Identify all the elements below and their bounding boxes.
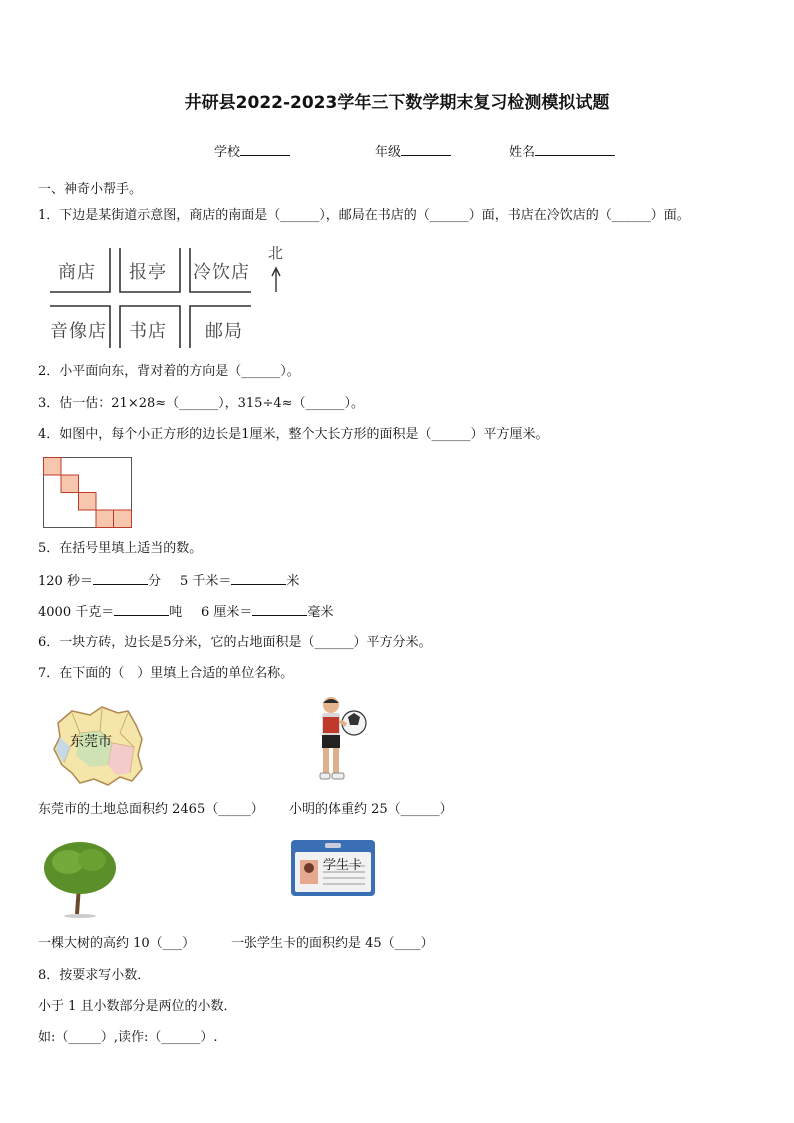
city-map-label: 东莞市 (70, 734, 112, 750)
name-blank[interactable] (535, 142, 615, 156)
q5-unit-4: 毫米 (307, 605, 334, 620)
question-8a: 小于 1 且小数部分是两位的小数． (38, 999, 237, 1014)
question-1: 1．下边是某街道示意图，商店的南面是（______），邮局在书店的（______）面，书店在冷饮店的（______）面。 (38, 208, 690, 223)
map-label-kiosk: 报亭 (129, 262, 167, 283)
q5-blank-2[interactable] (231, 571, 286, 585)
question-5: 5．在括号里填上适当的数。 (38, 541, 203, 556)
page-title: 井研县2022-2023学年三下数学期末复习检测模拟试题 (184, 93, 610, 113)
q5-row-2b (201, 602, 333, 622)
q5-item-3: 4000 千克＝ (38, 605, 115, 620)
student-card-label: 学生卡 (323, 858, 363, 873)
grade-blank[interactable] (401, 142, 451, 156)
q5-unit-2: 米 (286, 574, 300, 589)
street-map (38, 240, 298, 355)
q5-unit-3: 吨 (169, 605, 183, 620)
grade-label: 年级 (375, 145, 402, 160)
q5-blank-1[interactable] (93, 571, 148, 585)
question-8: 8．按要求写小数． (38, 968, 151, 983)
question-7d: 一张学生卡的面积约是 45（____） (231, 936, 434, 951)
map-label-book: 书店 (129, 321, 167, 342)
map-label-drink: 冷饮店 (193, 262, 250, 283)
question-4: 4．如图中，每个小正方形的边长是1厘米，整个大长方形的面积是（______）平方厘米。 (38, 427, 549, 442)
student-card-image (291, 840, 375, 896)
question-3: 3．估一估：21×28≈（______），315÷4≈（______）。 (38, 396, 365, 411)
question-2: 2．小平面向东，背对着的方向是（______）。 (38, 364, 300, 379)
q5-item-2: 5 千米＝ (180, 574, 232, 589)
name-field (509, 142, 615, 162)
boy-image (312, 695, 372, 787)
rectangle-figure (43, 457, 133, 529)
q5-blank-4[interactable] (252, 602, 307, 616)
q5-item-1: 120 秒＝ (38, 574, 93, 589)
question-7b: 小明的体重约 25（______） (289, 802, 453, 817)
question-7: 7．在下面的（ ）里填上合适的单位名称。 (38, 666, 294, 681)
map-label-music: 音像店 (50, 321, 107, 342)
question-8b: 如:（_____）,读作:（______）. (38, 1030, 218, 1045)
q5-blank-3[interactable] (114, 602, 169, 616)
grade-field (375, 142, 451, 162)
tree-figure (40, 838, 120, 918)
q5-item-4: 6 厘米＝ (201, 605, 253, 620)
map-label-shop: 商店 (58, 262, 96, 283)
tree-image (40, 838, 120, 918)
map-label-north: 北 (268, 244, 285, 262)
q5-unit-1: 分 (147, 574, 161, 589)
city-map-image (50, 703, 146, 788)
name-label: 姓名 (509, 145, 536, 160)
school-blank[interactable] (240, 142, 290, 156)
q5-row-2 (38, 602, 182, 622)
school-label: 学校 (214, 145, 241, 160)
q5-row-1 (38, 571, 161, 591)
section-heading: 一、神奇小帮手。 (38, 182, 143, 197)
q5-row-1b (180, 571, 299, 591)
school-field (214, 142, 290, 162)
staircase-squares (43, 457, 133, 529)
question-6: 6．一块方砖，边长是5分米，它的占地面积是（______）平方分米。 (38, 635, 432, 650)
question-7a: 东莞市的土地总面积约 2465（_____） (38, 802, 264, 817)
boy-figure (312, 695, 372, 787)
map-label-post: 邮局 (205, 321, 243, 342)
question-7c: 一棵大树的高约 10（___） (38, 936, 196, 951)
